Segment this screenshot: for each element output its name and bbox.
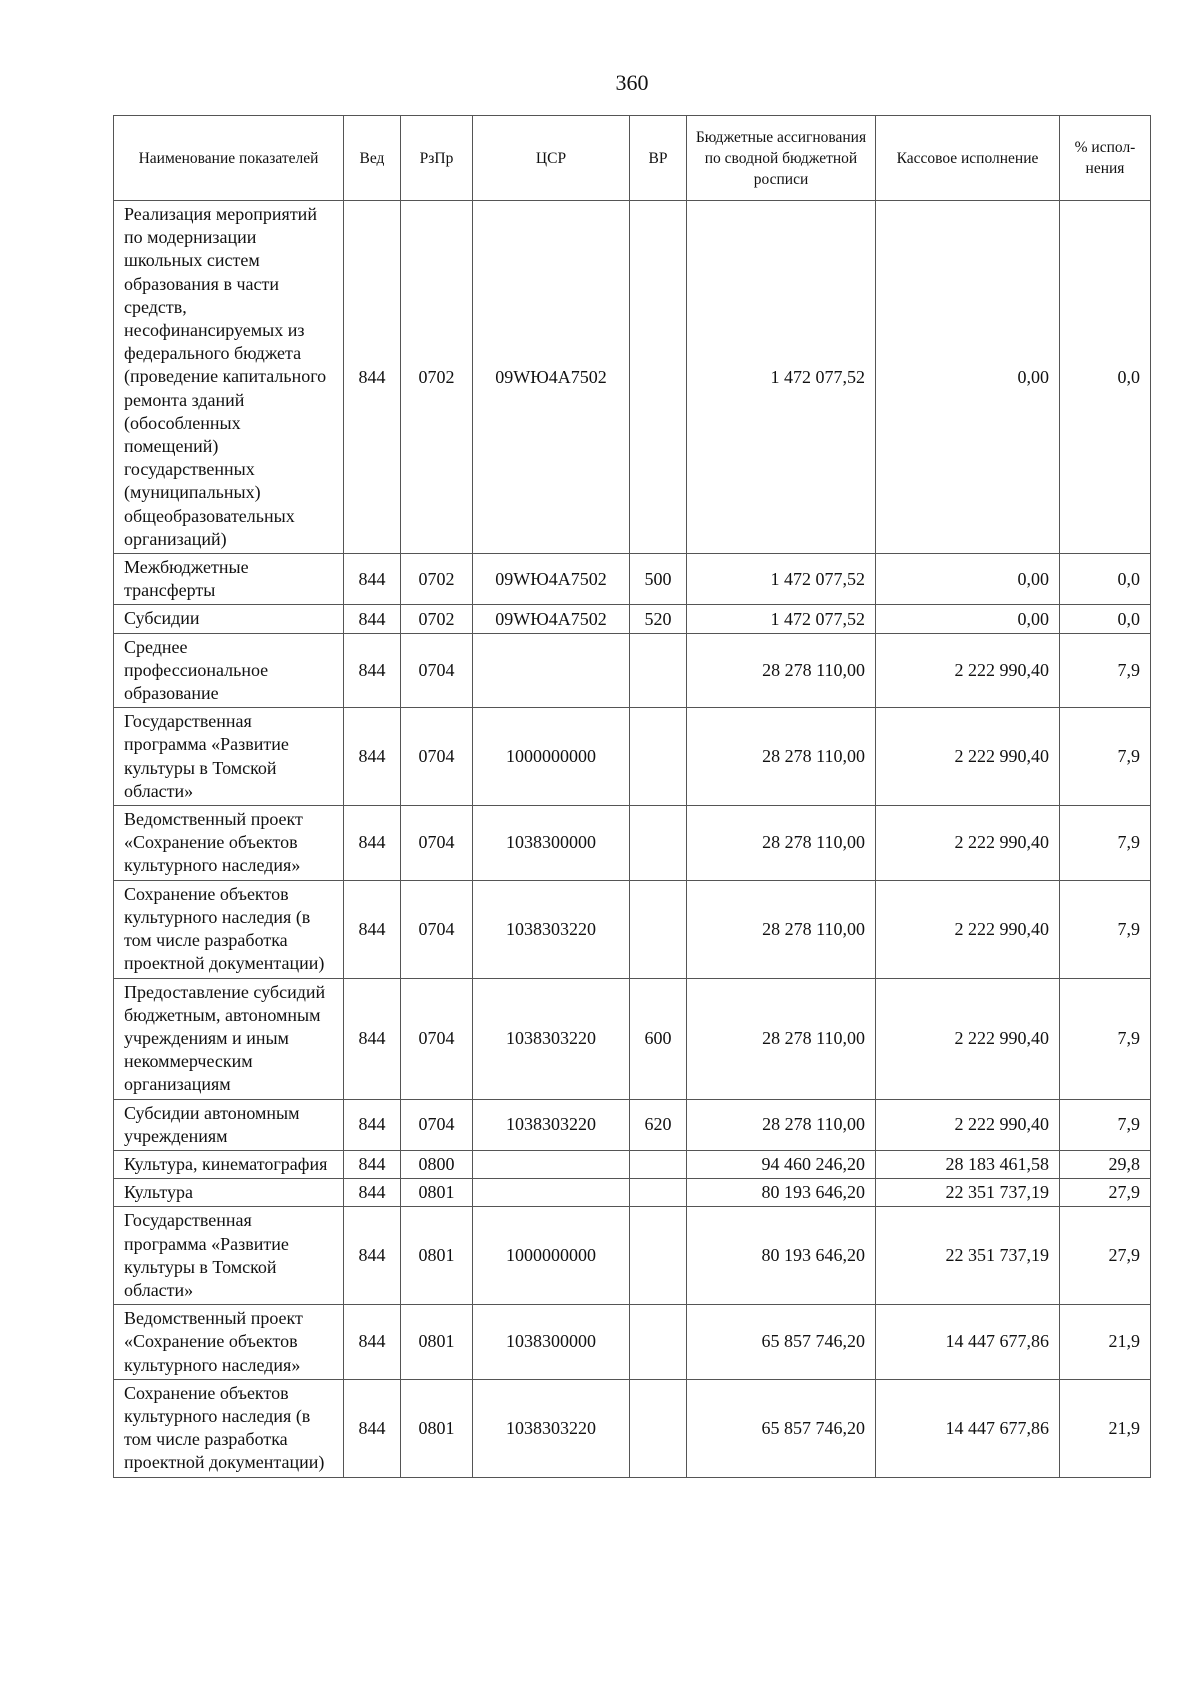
row-ved: 844 [344,554,401,605]
row-cash: 2 222 990,40 [876,806,1060,881]
row-vr [630,1207,687,1305]
row-name: Среднее профессиональное образование [114,633,344,708]
table-header-row [114,116,1151,201]
row-vr [630,1379,687,1477]
header-budget: Бюджетные ассигнования по сводной бюджетной росписи [687,116,876,201]
row-csr: 1038303220 [473,880,630,978]
row-percent: 0,0 [1060,605,1151,633]
row-budget: 1 472 077,52 [687,554,876,605]
row-name: Сохранение объектов культурного наследия (в том числе разработка проектной документации) [114,880,344,978]
row-percent: 29,8 [1060,1150,1151,1178]
row-percent: 7,9 [1060,708,1151,806]
row-ved: 844 [344,1305,401,1380]
row-cash: 28 183 461,58 [876,1150,1060,1178]
row-budget: 80 193 646,20 [687,1207,876,1305]
row-cash: 14 447 677,86 [876,1379,1060,1477]
row-rzpr: 0702 [401,605,473,633]
row-rzpr: 0801 [401,1305,473,1380]
row-name: Субсидии [114,605,344,633]
row-percent: 27,9 [1060,1179,1151,1207]
row-cash: 22 351 737,19 [876,1207,1060,1305]
row-csr: 09WЮ4A7502 [473,201,630,554]
row-csr: 1000000000 [473,708,630,806]
row-vr: 620 [630,1099,687,1150]
table-row [114,633,1151,708]
table-row [114,978,1151,1099]
row-vr [630,201,687,554]
table-row [114,708,1151,806]
table-row [114,605,1151,633]
row-budget: 65 857 746,20 [687,1379,876,1477]
row-percent: 7,9 [1060,978,1151,1099]
row-vr [630,880,687,978]
row-name: Ведомственный проект «Сохранение объектов культурного наследия» [114,806,344,881]
row-csr: 1038300000 [473,1305,630,1380]
table-row [114,1099,1151,1150]
row-percent: 0,0 [1060,201,1151,554]
header-vr: ВР [630,116,687,201]
table-row [114,1207,1151,1305]
row-budget: 28 278 110,00 [687,978,876,1099]
row-rzpr: 0704 [401,880,473,978]
row-ved: 844 [344,633,401,708]
row-name: Субсидии автономным учреждениям [114,1099,344,1150]
row-ved: 844 [344,605,401,633]
table-row [114,554,1151,605]
header-ved: Вед [344,116,401,201]
row-name: Межбюджетные трансферты [114,554,344,605]
table-row [114,1379,1151,1477]
table-row [114,1179,1151,1207]
row-ved: 844 [344,201,401,554]
row-rzpr: 0800 [401,1150,473,1178]
row-cash: 2 222 990,40 [876,880,1060,978]
table-row [114,1305,1151,1380]
row-vr [630,1150,687,1178]
row-name: Культура [114,1179,344,1207]
row-csr: 09WЮ4A7502 [473,554,630,605]
row-cash: 14 447 677,86 [876,1305,1060,1380]
page-number: 360 [615,70,649,95]
row-budget: 28 278 110,00 [687,880,876,978]
header-name: Наименование показателей [114,116,344,201]
row-budget: 1 472 077,52 [687,201,876,554]
row-csr [473,1179,630,1207]
table-row [114,880,1151,978]
row-percent: 7,9 [1060,633,1151,708]
row-csr: 09WЮ4A7502 [473,605,630,633]
row-vr: 500 [630,554,687,605]
row-name: Предоставление субсидий бюджетным, автономным учреждениям и иным некоммерческим организациям [114,978,344,1099]
row-cash: 22 351 737,19 [876,1179,1060,1207]
row-ved: 844 [344,708,401,806]
row-percent: 7,9 [1060,1099,1151,1150]
row-budget: 28 278 110,00 [687,708,876,806]
row-rzpr: 0704 [401,978,473,1099]
table-row [114,201,1151,554]
row-name: Ведомственный проект «Сохранение объектов культурного наследия» [114,1305,344,1380]
table-row [114,1150,1151,1178]
row-rzpr: 0702 [401,201,473,554]
row-budget: 1 472 077,52 [687,605,876,633]
row-vr [630,1305,687,1380]
header-rzpr: РзПр [401,116,473,201]
row-budget: 28 278 110,00 [687,633,876,708]
row-budget: 28 278 110,00 [687,1099,876,1150]
row-vr [630,806,687,881]
row-ved: 844 [344,1207,401,1305]
row-ved: 844 [344,978,401,1099]
row-cash: 0,00 [876,605,1060,633]
header-csr: ЦСР [473,116,630,201]
row-cash: 0,00 [876,201,1060,554]
row-rzpr: 0704 [401,1099,473,1150]
row-cash: 0,00 [876,554,1060,605]
row-percent: 21,9 [1060,1305,1151,1380]
row-vr [630,633,687,708]
row-csr [473,633,630,708]
row-percent: 21,9 [1060,1379,1151,1477]
row-percent: 7,9 [1060,806,1151,881]
header-percent: % испол-нения [1060,116,1151,201]
row-vr: 520 [630,605,687,633]
row-cash: 2 222 990,40 [876,978,1060,1099]
row-name: Сохранение объектов культурного наследия (в том числе разработка проектной документации) [114,1379,344,1477]
row-csr: 1038300000 [473,806,630,881]
row-csr [473,1150,630,1178]
row-ved: 844 [344,880,401,978]
row-percent: 27,9 [1060,1207,1151,1305]
row-rzpr: 0801 [401,1179,473,1207]
row-vr [630,708,687,806]
row-ved: 844 [344,1179,401,1207]
row-vr [630,1179,687,1207]
row-name: Реализация мероприятий по модернизации школьных систем образования в части средств, несофинансируемых из федерального бюджета (проведение капитального ремонта зданий (обособленных помещений) государственных (муниципальных) общеобразовательных организаций) [114,201,344,554]
row-rzpr: 0702 [401,554,473,605]
row-name: Культура, кинематография [114,1150,344,1178]
row-csr: 1038303220 [473,978,630,1099]
row-vr: 600 [630,978,687,1099]
row-budget: 80 193 646,20 [687,1179,876,1207]
budget-table [113,115,1151,1478]
row-rzpr: 0704 [401,708,473,806]
row-ved: 844 [344,1379,401,1477]
row-percent: 0,0 [1060,554,1151,605]
row-ved: 844 [344,1150,401,1178]
row-cash: 2 222 990,40 [876,708,1060,806]
row-budget: 65 857 746,20 [687,1305,876,1380]
row-name: Государственная программа «Развитие культуры в Томской области» [114,708,344,806]
row-rzpr: 0801 [401,1207,473,1305]
row-cash: 2 222 990,40 [876,633,1060,708]
row-budget: 28 278 110,00 [687,806,876,881]
row-rzpr: 0704 [401,806,473,881]
row-budget: 94 460 246,20 [687,1150,876,1178]
row-rzpr: 0801 [401,1379,473,1477]
row-percent: 7,9 [1060,880,1151,978]
row-name: Государственная программа «Развитие культуры в Томской области» [114,1207,344,1305]
row-cash: 2 222 990,40 [876,1099,1060,1150]
row-rzpr: 0704 [401,633,473,708]
row-csr: 1038303220 [473,1379,630,1477]
row-csr: 1038303220 [473,1099,630,1150]
row-ved: 844 [344,806,401,881]
table-row [114,806,1151,881]
row-ved: 844 [344,1099,401,1150]
row-csr: 1000000000 [473,1207,630,1305]
header-cash: Кассовое исполнение [876,116,1060,201]
